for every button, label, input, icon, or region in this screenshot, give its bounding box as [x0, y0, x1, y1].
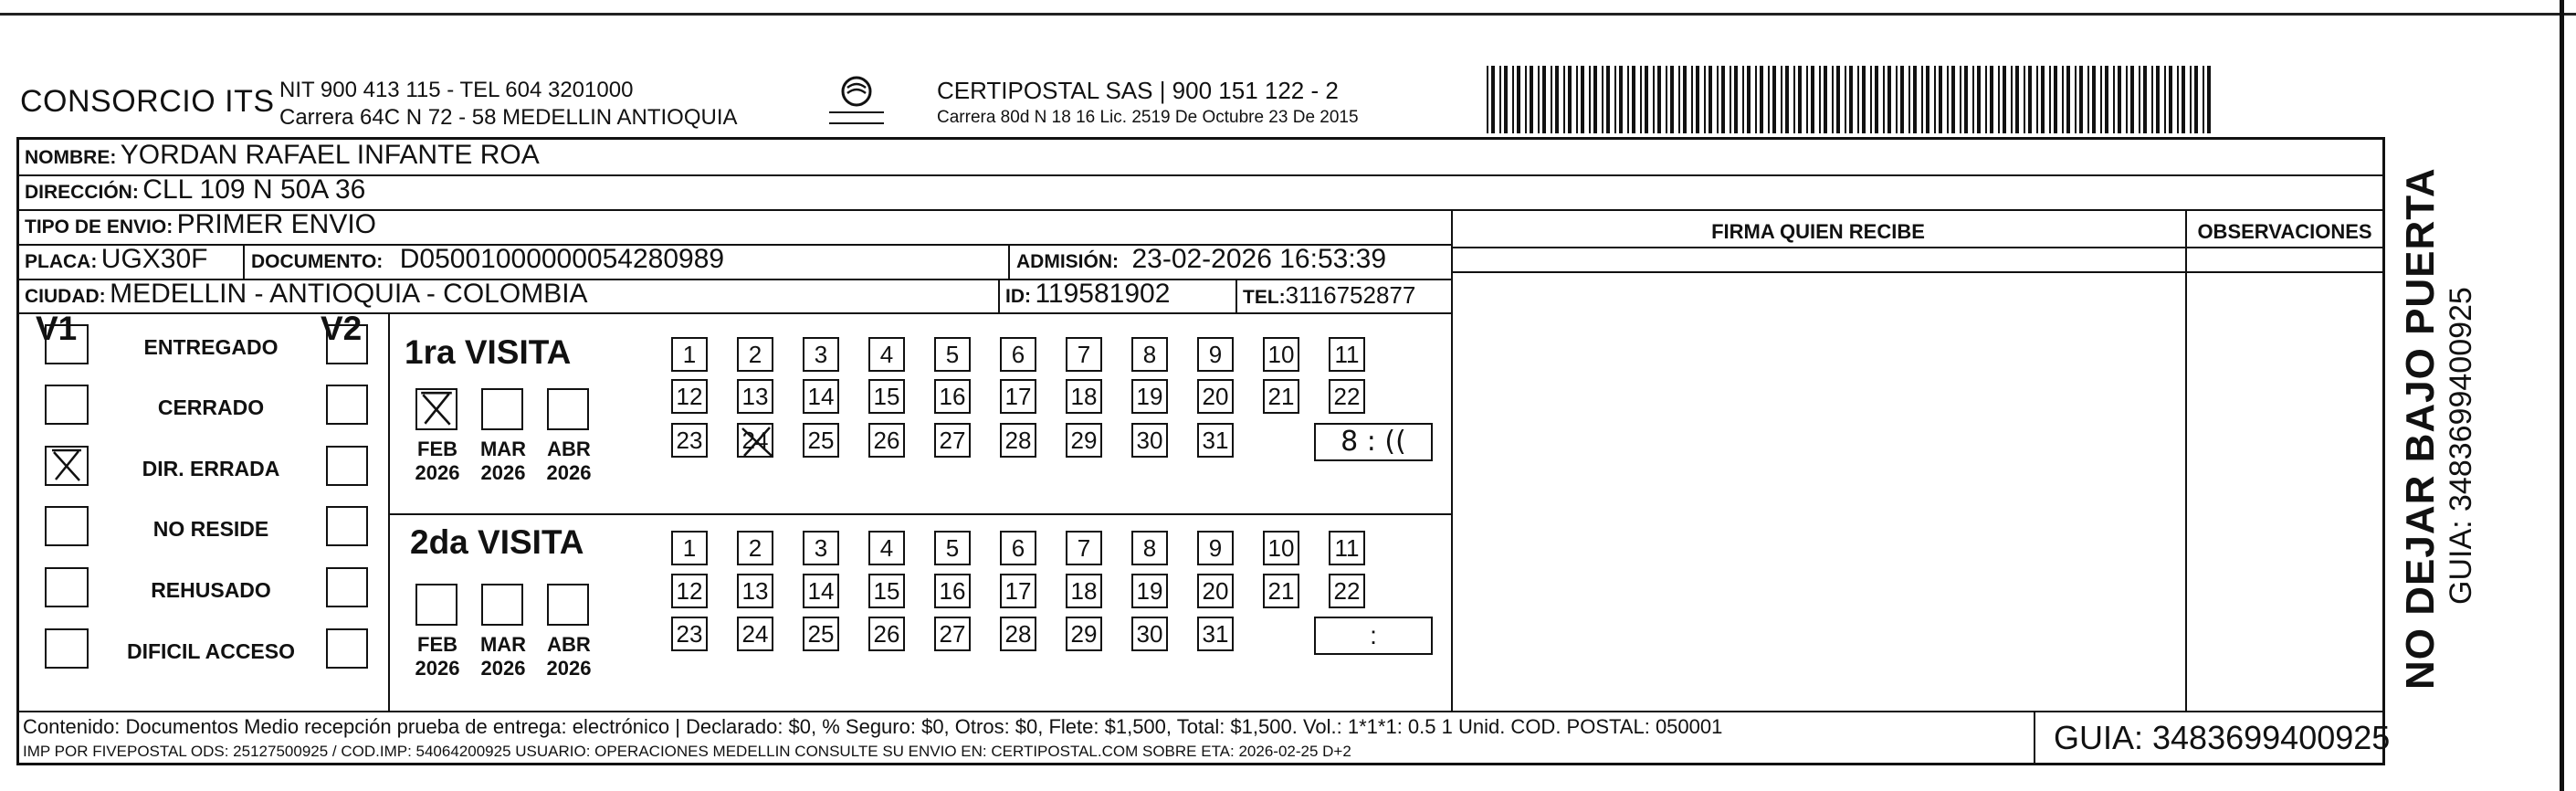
id-label: ID:: [1005, 286, 1031, 307]
day-box[interactable]: 1: [671, 531, 708, 565]
day-box[interactable]: 7: [1066, 337, 1102, 372]
v1-checkbox[interactable]: [45, 506, 89, 546]
month-year: 2026: [480, 657, 526, 680]
day-box[interactable]: 30: [1131, 423, 1168, 458]
v2-checkbox[interactable]: [326, 324, 368, 364]
right-edge-line: [2560, 0, 2564, 791]
day-box[interactable]: 17: [1000, 574, 1036, 608]
status-label: REHUSADO: [151, 578, 271, 602]
status-label: CERRADO: [157, 396, 265, 419]
guia-border: [2034, 711, 2035, 765]
ciudad-value: MEDELLIN - ANTIOQUIA - COLOMBIA: [110, 279, 588, 309]
visit2-title: 2da VISITA: [410, 523, 584, 561]
day-box[interactable]: 30: [1131, 617, 1168, 651]
day-box[interactable]: 26: [868, 423, 905, 458]
company-name: CONSORCIO ITS: [20, 84, 275, 119]
direccion-label: DIRECCIÓN:: [25, 182, 139, 203]
day-box[interactable]: 8: [1131, 337, 1168, 372]
day-box[interactable]: 15: [868, 574, 905, 608]
month-checkbox[interactable]: [547, 584, 589, 626]
tipo-row: [25, 209, 376, 240]
direccion-value: CLL 109 N 50A 36: [142, 174, 366, 205]
barcode: [1487, 66, 2217, 133]
status-right-border: [388, 312, 390, 711]
month-year: 2026: [546, 461, 592, 484]
day-box[interactable]: 14: [803, 379, 839, 414]
month-checkbox[interactable]: [415, 584, 457, 626]
direccion-row: [25, 174, 365, 206]
month-checkbox[interactable]: [481, 388, 523, 430]
documento-cell: [251, 244, 724, 275]
nombre-value: YORDAN RAFAEL INFANTE ROA: [120, 140, 540, 170]
day-box[interactable]: 2: [737, 337, 773, 372]
time-box[interactable]: :: [1314, 617, 1433, 655]
company-info: [279, 77, 738, 132]
day-box[interactable]: 29: [1066, 617, 1102, 651]
day-box[interactable]: 4: [868, 531, 905, 565]
status-label: DIFICIL ACCESO: [126, 639, 295, 663]
day-box[interactable]: 18: [1066, 574, 1102, 608]
id-border: [998, 279, 1000, 312]
no-dejar-bajo-puerta: NO DEJAR BAJO PUERTA: [2398, 167, 2443, 690]
day-box[interactable]: 28: [1000, 617, 1036, 651]
day-box[interactable]: 7: [1066, 531, 1102, 565]
day-box[interactable]: 31: [1197, 423, 1234, 458]
tel-label: TEL:: [1243, 287, 1286, 308]
day-box[interactable]: 6: [1000, 531, 1036, 565]
visit1-title: 1ra VISITA: [405, 333, 572, 371]
placa-cell: [25, 244, 208, 275]
row-divider: [1451, 247, 2382, 248]
day-box[interactable]: 3: [803, 531, 839, 565]
month-checkbox-checked[interactable]: [415, 388, 457, 430]
month-label: ABR: [547, 438, 591, 460]
top-edge: [0, 0, 2576, 16]
month-label: ABR: [547, 633, 591, 656]
admision-cell: [1016, 244, 1386, 275]
day-box[interactable]: 31: [1197, 617, 1234, 651]
nombre-label: NOMBRE:: [25, 147, 117, 168]
day-box[interactable]: 5: [934, 337, 971, 372]
day-box[interactable]: 29: [1066, 423, 1102, 458]
day-box[interactable]: 11: [1329, 531, 1365, 565]
day-box-checked[interactable]: 24: [737, 423, 773, 458]
day-box[interactable]: 10: [1263, 337, 1299, 372]
day-box[interactable]: 12: [671, 574, 708, 608]
status-label: ENTREGADO: [143, 335, 279, 359]
day-box[interactable]: 28: [1000, 423, 1036, 458]
guia-number: GUIA: 3483699400925: [2054, 719, 2391, 756]
day-box[interactable]: 24: [737, 617, 773, 651]
day-box[interactable]: 22: [1329, 379, 1365, 414]
v1-checkbox[interactable]: [45, 385, 89, 425]
v1-checkbox[interactable]: [45, 567, 89, 607]
month-year: 2026: [546, 657, 592, 680]
v1-label: V1: [36, 310, 78, 347]
day-box[interactable]: 22: [1329, 574, 1365, 608]
month-label: MAR: [479, 438, 527, 460]
admision-border: [1008, 244, 1010, 279]
day-box[interactable]: 18: [1066, 379, 1102, 414]
month-year: 2026: [415, 461, 460, 484]
v2-checkbox[interactable]: [326, 506, 368, 546]
firma-header: FIRMA QUIEN RECIBE: [1711, 220, 1925, 243]
day-box[interactable]: 11: [1329, 337, 1365, 372]
certipostal-info: [937, 77, 1359, 132]
day-box[interactable]: 19: [1131, 574, 1168, 608]
day-box[interactable]: 20: [1197, 379, 1234, 414]
tel-border: [1235, 279, 1237, 312]
v1-checkbox-checked[interactable]: [45, 446, 89, 486]
license-line: Carrera 80d N 18 16 Lic. 2519 De Octubre 23 De 2015: [937, 108, 1359, 127]
row-divider: [19, 312, 1451, 314]
v2-checkbox[interactable]: [326, 567, 368, 607]
certipostal-logo: [811, 71, 902, 128]
visit-divider: [388, 513, 1451, 515]
day-box[interactable]: 4: [868, 337, 905, 372]
day-box[interactable]: 5: [934, 531, 971, 565]
day-box[interactable]: 3: [803, 337, 839, 372]
v2-checkbox[interactable]: [326, 446, 368, 486]
side-guia-number: GUIA: 3483699400925: [2444, 287, 2478, 605]
admision-label: ADMISIÓN:: [1016, 251, 1119, 272]
print-line: IMP POR FIVEPOSTAL ODS: 25127500925 / COD.IMP: 54064200925 USUARIO: OPERACIONES MEDELLIN CONSULTE SU ENVIO EN: CERTIPOSTAL.COM SOBRE ETA: 2026-02-25 D+2: [23, 743, 1351, 760]
day-box[interactable]: 27: [934, 617, 971, 651]
observaciones-header: OBSERVACIONES: [2197, 220, 2372, 243]
admision-value: 23-02-2026 16:53:39: [1131, 244, 1387, 274]
day-box[interactable]: 16: [934, 574, 971, 608]
day-box[interactable]: 25: [803, 423, 839, 458]
day-box[interactable]: 21: [1263, 574, 1299, 608]
day-box[interactable]: 21: [1263, 379, 1299, 414]
v1-checkbox[interactable]: [45, 324, 89, 364]
day-box[interactable]: 20: [1197, 574, 1234, 608]
obs-left-border: [2185, 209, 2187, 711]
day-box[interactable]: 8: [1131, 531, 1168, 565]
tipo-value: PRIMER ENVIO: [176, 209, 377, 239]
status-label: NO RESIDE: [152, 517, 269, 541]
day-box[interactable]: 17: [1000, 379, 1036, 414]
month-checkbox[interactable]: [481, 584, 523, 626]
ciudad-cell: [25, 279, 588, 310]
day-box[interactable]: 23: [671, 423, 708, 458]
v2-checkbox[interactable]: [326, 628, 368, 669]
day-box[interactable]: 12: [671, 379, 708, 414]
placa-label: PLACA:: [25, 251, 98, 272]
status-label: DIR. ERRADA: [142, 457, 280, 480]
id-value: 119581902: [1035, 279, 1171, 309]
v1-checkbox[interactable]: [45, 628, 89, 669]
address-line: Carrera 64C N 72 - 58 MEDELLIN ANTIOQUIA: [279, 105, 738, 130]
tipo-label: TIPO DE ENVIO:: [25, 216, 173, 237]
nit-line: NIT 900 413 115 - TEL 604 3201000: [279, 78, 634, 102]
footer-divider: [19, 711, 2382, 712]
placa-value: UGX30F: [100, 244, 208, 274]
tel-value: 3116752877: [1285, 281, 1416, 309]
day-box[interactable]: 13: [737, 574, 773, 608]
day-box[interactable]: 14: [803, 574, 839, 608]
time-box[interactable]: 8 : ((: [1314, 423, 1433, 461]
v2-label: V2: [321, 310, 363, 347]
row-divider: [19, 174, 2382, 176]
v2-checkbox[interactable]: [326, 385, 368, 425]
month-checkbox[interactable]: [547, 388, 589, 430]
month-label: FEB: [417, 438, 457, 460]
tel-cell: [1243, 281, 1415, 310]
id-cell: [1005, 279, 1170, 310]
row-divider: [1451, 271, 2382, 273]
day-box[interactable]: 9: [1197, 337, 1234, 372]
day-box[interactable]: 10: [1263, 531, 1299, 565]
day-box[interactable]: 26: [868, 617, 905, 651]
ciudad-label: CIUDAD:: [25, 286, 106, 307]
day-box[interactable]: 23: [671, 617, 708, 651]
firma-left-border: [1451, 209, 1453, 711]
certipostal-line: CERTIPOSTAL SAS | 900 151 122 - 2: [937, 77, 1339, 104]
label-frame: [16, 137, 2391, 765]
day-box[interactable]: 25: [803, 617, 839, 651]
content-line: Contenido: Documentos Medio recepción prueba de entrega: electrónico | Declarado: $0, % Seguro: $0, Otros: $0, Flete: $1,500, Total: $1,500. Vol.: 1*1*1: 0.5 1 Unid. COD. POSTAL: 050001: [23, 715, 1723, 738]
day-box[interactable]: 16: [934, 379, 971, 414]
month-year: 2026: [480, 461, 526, 484]
day-box[interactable]: 2: [737, 531, 773, 565]
month-label: FEB: [417, 633, 457, 656]
day-box[interactable]: 6: [1000, 337, 1036, 372]
day-box[interactable]: 9: [1197, 531, 1234, 565]
placa-border: [243, 244, 245, 279]
day-box[interactable]: 19: [1131, 379, 1168, 414]
documento-label: DOCUMENTO:: [251, 251, 384, 272]
month-year: 2026: [415, 657, 460, 680]
month-label: MAR: [479, 633, 527, 656]
day-box[interactable]: 15: [868, 379, 905, 414]
day-box[interactable]: 13: [737, 379, 773, 414]
day-box[interactable]: 1: [671, 337, 708, 372]
nombre-row: [25, 140, 540, 171]
documento-value: D05001000000054280989: [399, 244, 725, 274]
day-box[interactable]: 27: [934, 423, 971, 458]
